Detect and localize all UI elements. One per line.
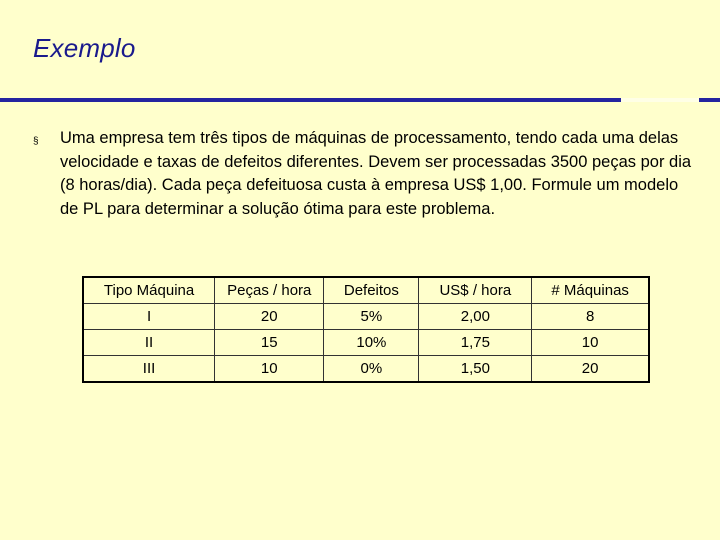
table-cell: 10 (215, 356, 324, 383)
title-divider-end (699, 98, 720, 102)
table-cell: II (83, 330, 215, 356)
table-cell: 8 (532, 304, 649, 330)
table-row (83, 356, 649, 383)
table-cell: 15 (215, 330, 324, 356)
table-cell: III (83, 356, 215, 383)
table-cell: 1,75 (419, 330, 532, 356)
header-pecas-hora: Peças / hora (215, 277, 324, 304)
table-row (83, 304, 649, 330)
table-cell: 5% (324, 304, 419, 330)
bullet-marker: § (33, 136, 39, 147)
table-cell: 0% (324, 356, 419, 383)
table-cell: 20 (215, 304, 324, 330)
title-divider-gap (621, 98, 699, 102)
table-cell: 10 (532, 330, 649, 356)
header-tipo-maquina: Tipo Máquina (83, 277, 215, 304)
problem-statement: Uma empresa tem três tipos de máquinas de processamento, tendo cada uma delas velocidade e taxas de defeitos diferentes. Devem ser processadas 3500 peças por dia (8 horas/dia). Cada peça defeituosa custa à empresa US$ 1,00. Formule um modelo de PL para determinar a solução ótima para este problema. (60, 129, 692, 218)
header-defeitos: Defeitos (324, 277, 419, 304)
machines-table (82, 276, 650, 383)
header-custo-hora: US$ / hora (419, 277, 532, 304)
table-cell: 10% (324, 330, 419, 356)
header-num-maquinas: # Máquinas (532, 277, 649, 304)
table-row (83, 330, 649, 356)
table-cell: I (83, 304, 215, 330)
table-header-row (83, 277, 649, 304)
table-cell: 2,00 (419, 304, 532, 330)
table-cell: 20 (532, 356, 649, 383)
title-divider (0, 98, 621, 102)
slide-title: Exemplo (33, 33, 136, 63)
table-cell: 1,50 (419, 356, 532, 383)
